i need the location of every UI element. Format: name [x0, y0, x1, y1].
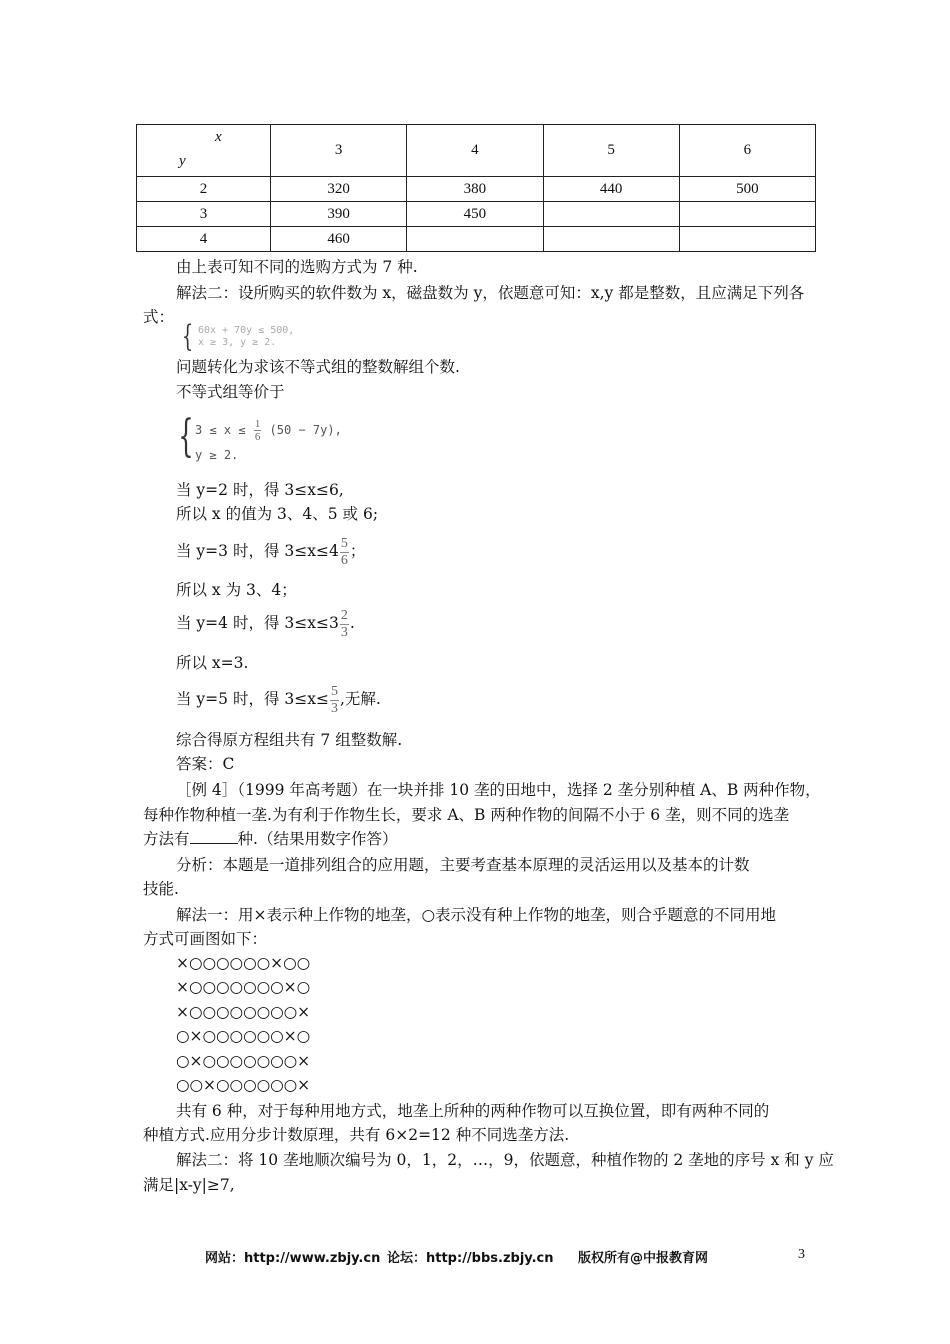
table-cell [407, 227, 543, 252]
brace-icon: { [181, 319, 194, 354]
text-line: 当 y=2 时，得 3≤x≤6, [176, 481, 344, 499]
text-line: 解法二：将 10 垄地顺次编号为 0，1，2，…，9，依题意，种植作物的 2 垄地的序号 x 和 y 应 [176, 1151, 834, 1169]
text-line: 解法一：用×表示种上作物的地垄，○表示没有种上作物的地垄，则合乎题意的不同用地 [176, 906, 777, 924]
table-row-label: 4 [137, 227, 271, 252]
table-cell: 320 [271, 177, 407, 202]
text-line: 种植方式.应用分步计数原理，共有 6×2=12 种不同选垄方法. [143, 1126, 570, 1144]
text-segment: 种.（结果用数字作答） [237, 830, 398, 848]
table-header-cell: 5 [543, 125, 679, 177]
text-line: 不等式组等价于 [176, 383, 285, 401]
text-line: 共有 6 种，对于每种用地方式，地垄上所种的两种作物可以互换位置，即有两种不同的 [176, 1102, 770, 1120]
table-cell [679, 202, 815, 227]
text-line: 所以 x 的值为 3、4、5 或 6; [176, 505, 379, 523]
fraction [254, 418, 262, 443]
fraction-denominator: 6 [340, 552, 348, 568]
pattern-line: ○×○○○○○○○× [176, 1052, 311, 1070]
text-line: 所以 x=3. [176, 654, 249, 672]
text-line: 由上表可知不同的选购方式为 7 种. [176, 258, 418, 276]
table-cell [543, 227, 679, 252]
inequality-line: y ≥ 2. [195, 448, 239, 462]
purchase-table [136, 124, 816, 252]
fraction-numerator: 5 [340, 535, 348, 551]
text-segment: 当 y=4 时，得 3≤x≤3 [176, 614, 339, 632]
fraction-denominator: 3 [340, 624, 348, 640]
fraction [340, 608, 349, 641]
text-line: 技能. [143, 880, 179, 898]
text-line: 分析：本题是一道排列组合的应用题，主要考查基本原理的灵活运用以及基本的计数 [176, 856, 750, 874]
table-cell: 500 [679, 177, 815, 202]
corner-x-label: x [215, 129, 222, 145]
text-line: 满足|x-y|≥7, [143, 1176, 235, 1194]
pattern-line: ○○×○○○○○○× [176, 1076, 311, 1094]
text-segment: 当 y=5 时，得 3≤x≤ [176, 690, 329, 708]
table-cell: 450 [407, 202, 543, 227]
text-line [143, 829, 397, 849]
fraction-numerator: 2 [340, 607, 348, 623]
brace-icon: { [178, 411, 194, 462]
fraction-denominator: 6 [254, 431, 261, 443]
fraction [340, 536, 349, 569]
table-cell: 380 [407, 177, 543, 202]
table-cell: 390 [271, 202, 407, 227]
fraction-denominator: 3 [330, 700, 338, 716]
table-row [137, 202, 816, 227]
table-header-row [137, 125, 816, 177]
text-segment: 方法有 [143, 830, 190, 848]
pattern-line: ×○○○○○○×○○ [176, 954, 311, 972]
table-row-label: 3 [137, 202, 271, 227]
table-header-cell: 4 [407, 125, 543, 177]
inequality-part: 3 ≤ x ≤ [195, 423, 246, 437]
text-line: 问题转化为求该不等式组的整数解组个数. [176, 358, 460, 376]
pattern-line: ×○○○○○○○×○ [176, 978, 311, 996]
table-header-cell: 6 [679, 125, 815, 177]
text-segment: ； [349, 542, 366, 560]
text-segment: 当 y=3 时，得 3≤x≤4 [176, 542, 339, 560]
fraction [330, 684, 339, 717]
text-line [176, 532, 365, 572]
table-cell: 440 [543, 177, 679, 202]
answer-blank[interactable] [190, 829, 238, 844]
text-line: 式： [143, 308, 175, 326]
text-line: 每种作物种植一垄.为有利于作物生长，要求 A、B 两种作物的间隔不小于 6 垄，则不同的选垄 [143, 806, 790, 824]
text-segment: . [349, 614, 355, 632]
table-cell: 460 [271, 227, 407, 252]
footer-site-link[interactable]: 网站：http://www.zbjy.cn [205, 1251, 381, 1266]
text-segment: ,无解. [339, 690, 381, 708]
page-number: 3 [798, 1247, 805, 1262]
text-line: 方式可画图如下： [143, 930, 268, 948]
pattern-line: ×○○○○○○○○× [176, 1003, 311, 1021]
text-line [176, 604, 355, 644]
inequality-line: x ≥ 3, y ≥ 2. [198, 337, 277, 348]
table-header-cell: 3 [271, 125, 407, 177]
table-cell [679, 227, 815, 252]
table-row [137, 227, 816, 252]
pattern-line: ○×○○○○○○×○ [176, 1027, 311, 1045]
table-row-label: 2 [137, 177, 271, 202]
footer-forum-link[interactable]: 论坛：http://bbs.zbjy.cn [387, 1251, 554, 1266]
corner-y-label: y [179, 153, 186, 169]
table-corner-cell [137, 125, 271, 177]
text-line [176, 680, 381, 720]
text-line: 综合得原方程组共有 7 组整数解. [176, 731, 403, 749]
inequality-part: (50 − 7y), [269, 423, 342, 437]
inequality-system-1 [198, 325, 294, 349]
inequality-line: 60x + 70y ≤ 500, [198, 325, 295, 336]
text-line: 答案：C [176, 755, 235, 773]
table-cell [543, 202, 679, 227]
footer-copyright: 版权所有@中报教育网 [578, 1251, 709, 1266]
fraction-numerator: 1 [254, 418, 261, 430]
fraction-numerator: 5 [330, 683, 338, 699]
table-row [137, 177, 816, 202]
text-line: 所以 x 为 3、4； [176, 581, 297, 599]
text-line: ［例 4］（1999 年高考题）在一块并排 10 垄的田地中，选择 2 垄分别种植 A、B 两种作物， [176, 781, 821, 799]
inequality-system-2 [195, 418, 342, 443]
text-line: 解法二：设所购买的软件数为 x，磁盘数为 y，依题意可知：x,y 都是整数，且应满足下列各 [176, 284, 805, 302]
